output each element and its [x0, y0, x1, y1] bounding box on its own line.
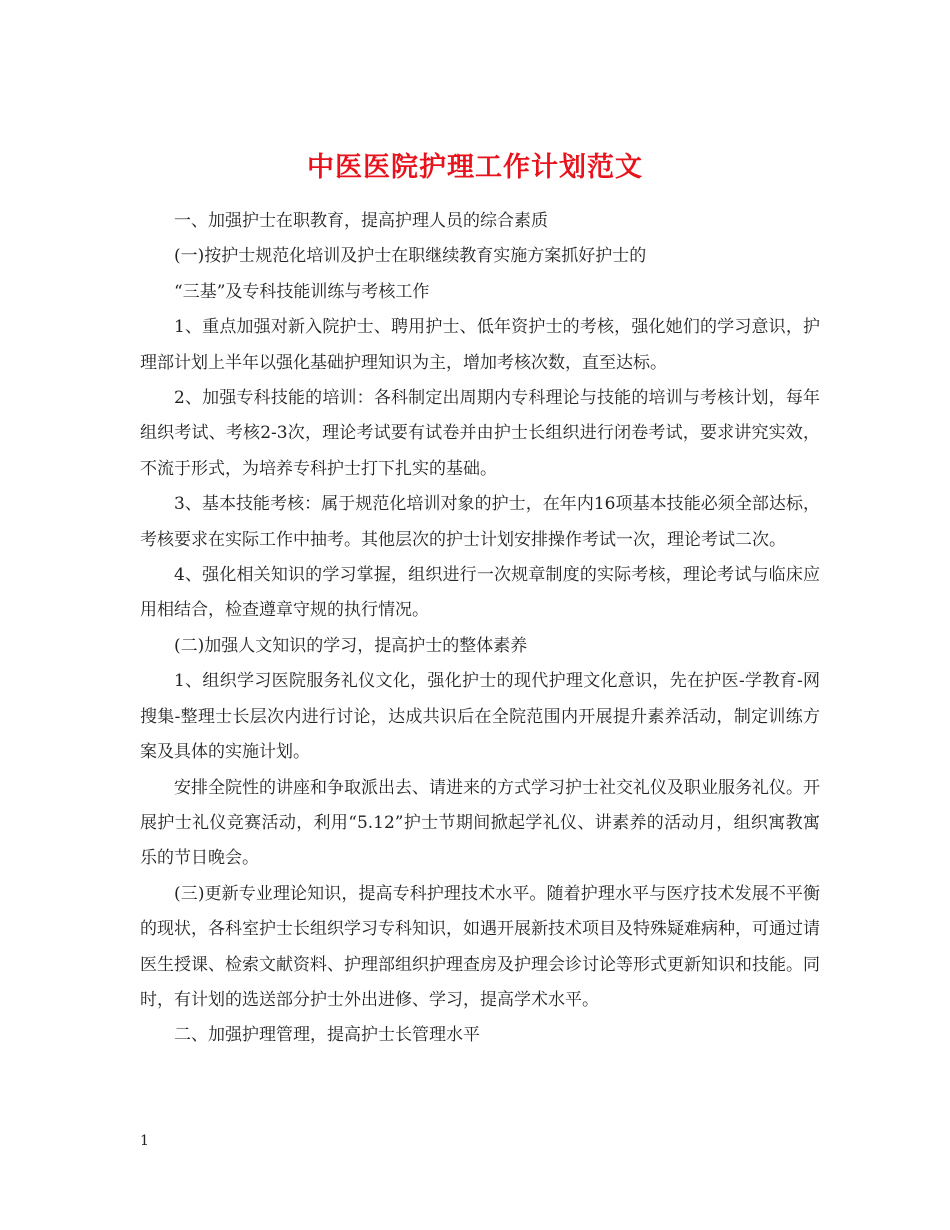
body-paragraph: 4、强化相关知识的学习掌握，组织进行一次规章制度的实际考核，理论考试与临床应用相结合，检查遵章守规的执行情况。: [140, 565, 820, 621]
body-paragraph: (三)更新专业理论知识，提高专科护理技术水平。随着护理水平与医疗技术发展不平衡的现状，各科室护士长组织学习专科知识，如遇开展新技术项目及特殊疑难病种，可通过请医生授课、检索文献资料、护理部组织护理查房及护理会诊讨论等形式更新知识和技能。同时，有计划的选送部分护士外出进修、学习，提高学术水平。: [140, 883, 820, 1010]
section-heading: 一、加强护士在职教育，提高护理人员的综合素质: [174, 211, 548, 231]
body-paragraph: 安排全院性的讲座和争取派出去、请进来的方式学习护士社交礼仪及职业服务礼仪。开展护士礼仪竞赛活动，利用“5.12”护士节期间掀起学礼仪、讲素养的活动月，组织寓教寓乐的节日晚会。: [140, 777, 820, 869]
document-title: 中医医院护理工作计划范文: [307, 152, 643, 184]
subsection-heading: (一)按护士规范化培训及护士在职继续教育实施方案抓好护士的: [174, 246, 647, 267]
body-paragraph: 1、重点加强对新入院护士、聘用护士、低年资护士的考核，强化她们的学习意识，护理部计划上半年以强化基础护理知识为主，增加考核次数，直至达标。: [140, 317, 820, 373]
page-number: 1: [140, 1133, 149, 1149]
document-body: [140, 204, 820, 1054]
body-paragraph: 3、基本技能考核：属于规范化培训对象的护士，在年内16项基本技能必须全部达标，考核要求在实际工作中抽考。其他层次的护士计划安排操作考试一次，理论考试二次。: [140, 494, 820, 550]
subsection-heading: (二)加强人文知识的学习，提高护士的整体素养: [174, 635, 528, 656]
subsection-heading-continued: “三基”及专科技能训练与考核工作: [174, 281, 430, 302]
body-paragraph: 2、加强专科技能的培训：各科制定出周期内专科理论与技能的培训与考核计划，每年组织考试、考核2-3次，理论考试要有试卷并由护士长组织进行闭卷考试，要求讲究实效，不流于形式，为培养专科护士打下扎实的基础。: [140, 388, 820, 479]
section-heading: 二、加强护理管理，提高护士长管理水平: [174, 1025, 480, 1046]
body-paragraph: 1、组织学习医院服务礼仪文化，强化护士的现代护理文化意识，先在护医-学教育-网搜集-整理士长层次内进行讨论，达成共识后在全院范围内开展提升素养活动，制定训练方案及具体的实施计划。: [140, 671, 820, 763]
